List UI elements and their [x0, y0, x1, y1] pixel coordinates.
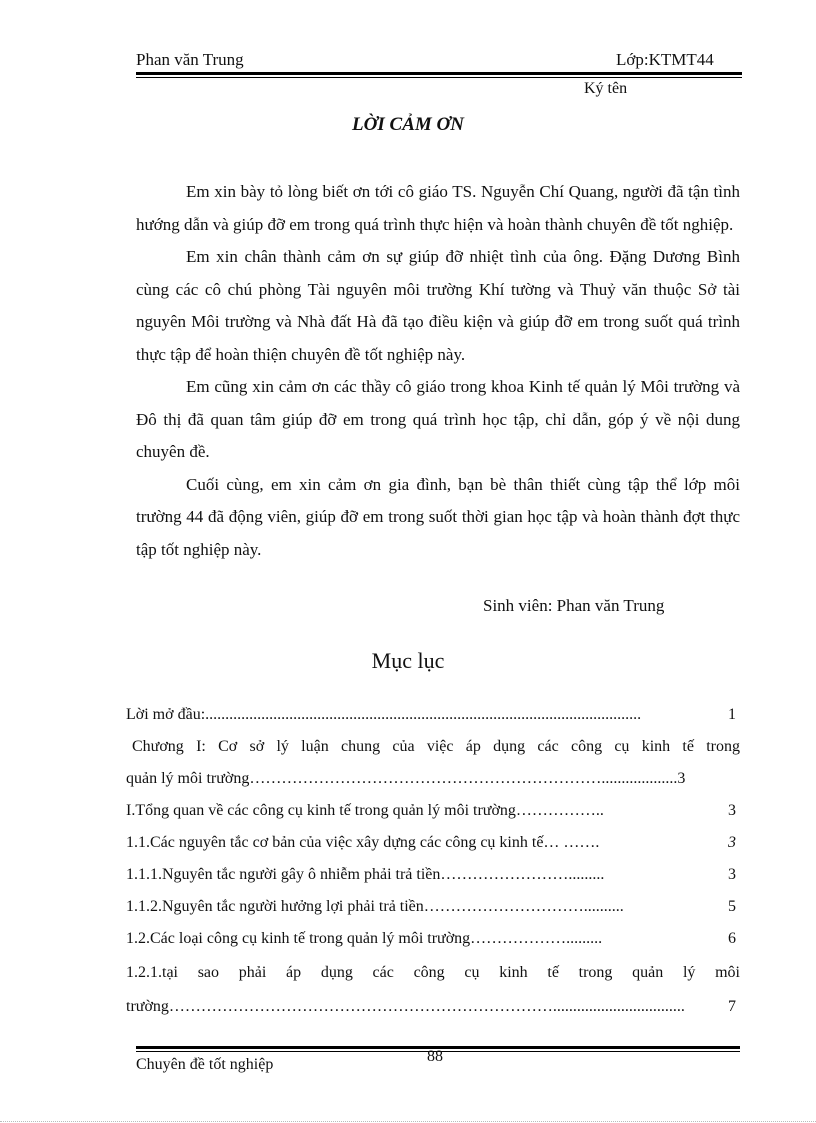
toc-entry-page: 6 [728, 930, 736, 947]
paragraph: Cuối cùng, em xin cảm ơn gia đình, bạn bè thân thiết cùng tập thể lớp môi trường 44 đã động viên, giúp đỡ em trong suốt thời gian học tập và hoàn thành đợt thực tập tốt nghiệp này. [136, 474, 740, 559]
header-rule [136, 72, 742, 78]
student-signature: Sinh viên: Phan văn Trung [483, 596, 665, 615]
toc-entry-text: quản lý môi trường…………………………………………………………...................3 [126, 770, 686, 787]
toc-entry-page: 5 [728, 898, 736, 915]
toc-entry-continuation [126, 770, 740, 798]
toc-entry-text: 1.2.1.tại sao phải áp dụng các công cụ kinh tế trong quản lý môi [126, 964, 740, 981]
toc-entry-text: 1.1.1.Nguyên tắc người gây ô nhiễm phải trả tiền……………………......... [126, 866, 605, 883]
paragraph: Em xin chân thành cảm ơn sự giúp đỡ nhiệt tình của ông. Đặng Dương Bình cùng các cô chú phòng Tài nguyên môi trường Khí tường và Thuỷ văn thuộc Sở tài nguyên Môi trường và Nhà đất Hà đã tạo điều kiện và giúp đỡ em trong suốt quá trình thực tập để hoàn thiện chuyên đề tốt nghiệp này. [136, 247, 740, 364]
header-class: Lớp:KTMT44 [616, 50, 714, 69]
toc-entry-page: 1 [728, 706, 736, 723]
toc-entry [126, 706, 740, 734]
toc-entry [126, 964, 740, 992]
toc-entry-continuation [126, 998, 740, 1026]
toc-title: Mục lục [371, 648, 445, 673]
toc-entry-text: 1.1.2.Nguyên tắc người hưởng lợi phải trả tiền………………………….......... [126, 898, 624, 915]
toc-entry-page: 3 [728, 834, 736, 851]
toc-entry-text: Chương I: Cơ sở lý luận chung của việc áp dụng các công cụ kinh tế trong [132, 738, 740, 755]
paragraph: Em xin bày tỏ lòng biết ơn tới cô giáo TS. Nguyễn Chí Quang, người đã tận tình hướng dẫn và giúp đỡ em trong quá trình thực hiện và hoàn thành chuyên đề tốt nghiệp. [136, 182, 740, 234]
signature-label: Ký tên [584, 80, 628, 97]
acknowledgement-body [136, 176, 740, 566]
page-number: 88 [427, 1048, 443, 1065]
toc-entry-text: Lời mở đầu:............................................................................................................. [126, 706, 642, 723]
toc-entry [126, 802, 740, 830]
acknowledgement-title: LỜI CẢM ƠN [352, 114, 464, 135]
toc-entry [126, 898, 740, 926]
toc-entry-page: 3 [728, 866, 736, 883]
toc-entry-text: 1.1.Các nguyên tắc cơ bản của việc xây dựng các công cụ kinh tế… ……. [126, 834, 600, 851]
toc-entry [126, 866, 740, 894]
toc-entry [126, 834, 740, 862]
toc-entry-page: 3 [728, 802, 736, 819]
toc-entry-page: 7 [728, 998, 736, 1015]
toc-entry-text: trường………………………………………………………………................................. [126, 998, 685, 1015]
toc-entry [126, 738, 740, 766]
paragraph: Em cũng xin cảm ơn các thầy cô giáo trong khoa Kinh tế quản lý Môi trường và Đô thị đã quan tâm giúp đỡ em trong quá trình học tập, chỉ dẫn, góp ý về nội dung chuyên đề. [136, 377, 740, 461]
footer-label: Chuyên đề tốt nghiệp [136, 1056, 274, 1073]
toc-entry [126, 930, 740, 958]
toc-entry-text: 1.2.Các loại công cụ kinh tế trong quản lý môi trường………………......... [126, 930, 603, 947]
page-edge [0, 1121, 816, 1122]
header-author: Phan văn Trung [136, 50, 244, 69]
toc-entry-text: I.Tổng quan về các công cụ kinh tế trong quản lý môi trường…………….. [126, 802, 604, 819]
